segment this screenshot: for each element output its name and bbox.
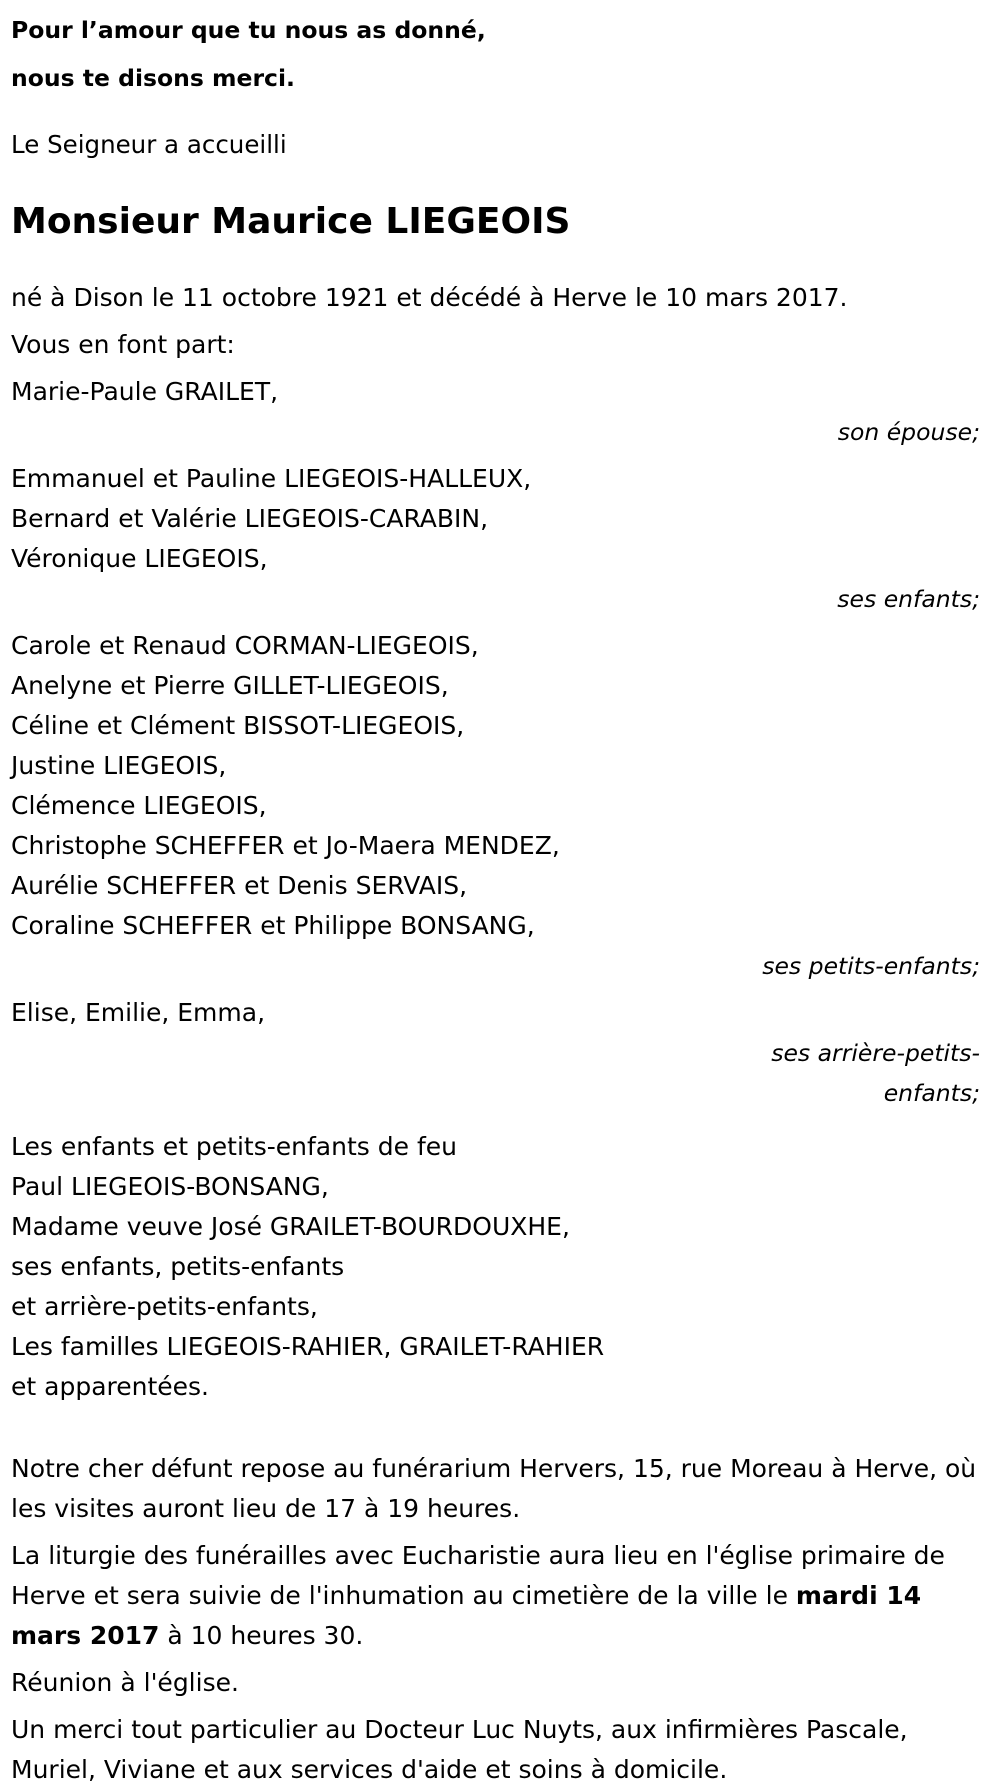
extended-family-line: Les familles LIEGEOIS-RAHIER, GRAILET-RAHIER (11, 1332, 605, 1361)
extended-family-line: Madame veuve José GRAILET-BOURDOUXHE, (11, 1212, 570, 1241)
family-name: Christophe SCHEFFER et Jo-Maera MENDEZ, (11, 831, 560, 860)
meeting-text: Réunion à l'église. (11, 1668, 239, 1697)
extended-family-line: et apparentées. (11, 1372, 209, 1401)
thanks-text: Un merci tout particulier au Docteur Luc Nuyts, aux infirmières Pascale, Muriel, Viviane et aux services d'aide et soins à domicile. (11, 1715, 908, 1784)
family-name: Aurélie SCHEFFER et Denis SERVAIS, (11, 871, 468, 900)
visitation-text: Notre cher défunt repose au funérarium Hervers, 15, rue Moreau à Herve, où les visites auront lieu de 17 à 19 heures. (11, 1454, 977, 1523)
extended-family (11, 1127, 980, 1407)
funeral-date: mardi 14 mars 2017 (11, 1581, 922, 1650)
family-relation: ses enfants; (837, 585, 980, 613)
family-name: Bernard et Valérie LIEGEOIS-CARABIN, (11, 504, 489, 533)
family-name: Carole et Renaud CORMAN-LIEGEOIS, (11, 631, 479, 660)
birth-death-text: né à Dison le 11 octobre 1921 et décédé à Herve le 10 mars 2017. (11, 283, 848, 312)
motto-line: Pour l’amour que tu nous as donné, (11, 16, 486, 44)
family-group-spouse (11, 372, 980, 452)
family-relation: ses petits-enfants; (762, 952, 980, 980)
liturgy-after: à 10 heures 30. (159, 1621, 364, 1650)
extended-family-line: Les enfants et petits-enfants de feu (11, 1132, 457, 1161)
intro-text: Le Seigneur a accueilli (11, 130, 287, 159)
family-name: Coraline SCHEFFER et Philippe BONSANG, (11, 911, 535, 940)
announce-text: Vous en font part: (11, 330, 235, 359)
family-name: Clémence LIEGEOIS, (11, 791, 267, 820)
family-name: Véronique LIEGEOIS, (11, 544, 268, 573)
extended-family-line: ses enfants, petits-enfants (11, 1252, 345, 1281)
family-group-grandchildren (11, 626, 980, 986)
liturgy-before: La liturgie des funérailles avec Eucharistie aura lieu en l'église primaire de Herve et sera suivie de l'inhumation au cimetière de la ville le (11, 1541, 945, 1610)
family-name: Anelyne et Pierre GILLET-LIEGEOIS, (11, 671, 449, 700)
family-name: Céline et Clément BISSOT-LIEGEOIS, (11, 711, 465, 740)
deceased-name: Monsieur Maurice LIEGEOIS (11, 201, 571, 242)
family-relation: son épouse; (837, 418, 980, 446)
motto (11, 6, 980, 102)
motto-line: nous te disons merci. (11, 64, 295, 92)
family-name: Elise, Emilie, Emma, (11, 998, 266, 1027)
liturgy-text (11, 1536, 980, 1656)
family-relation: ses arrière-petits-enfants; (771, 1039, 980, 1107)
family-group-great-grandchildren (11, 993, 980, 1113)
family-name: Emmanuel et Pauline LIEGEOIS-HALLEUX, (11, 464, 532, 493)
extended-family-line: et arrière-petits-enfants, (11, 1292, 318, 1321)
family-group-children (11, 459, 980, 619)
family-name: Justine LIEGEOIS, (11, 751, 227, 780)
extended-family-line: Paul LIEGEOIS-BONSANG, (11, 1172, 329, 1201)
family-name: Marie-Paule GRAILET, (11, 377, 279, 406)
